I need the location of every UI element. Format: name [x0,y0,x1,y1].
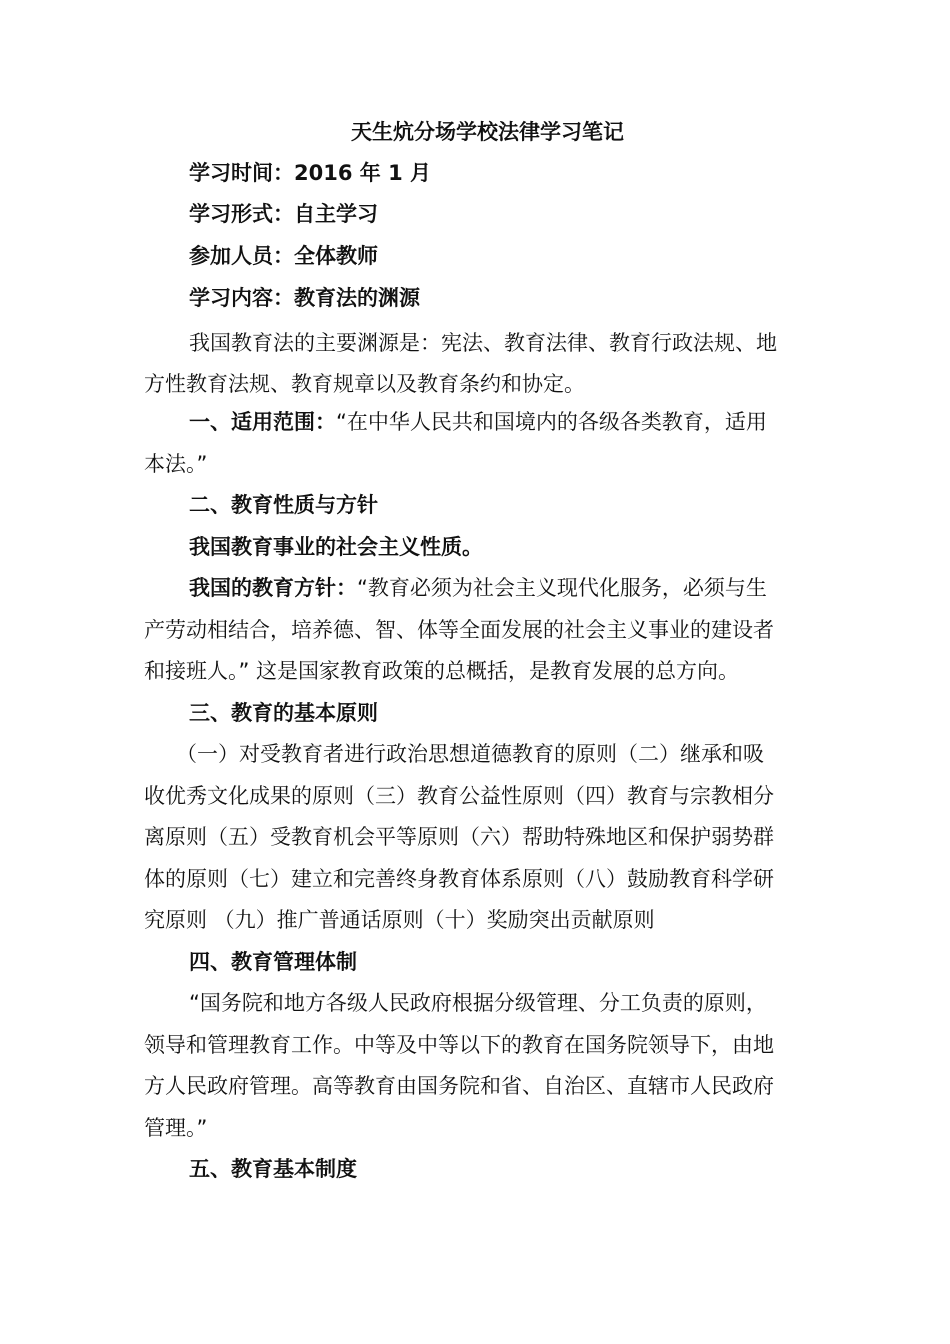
meta-value: 全体教师 [294,244,378,268]
section-3-line-4: 体的原则（七）建立和完善终身教育体系原则（八）鼓励教育科学研 [144,867,774,891]
section-1-text: “在中华人民共和国境内的各级各类教育，适用 [336,410,767,434]
meta-value: 自主学习 [294,202,378,226]
meta-label: 参加人员： [189,244,294,268]
meta-value: 教育法的渊源 [294,286,420,310]
meta-study-time [189,158,431,188]
page-title: 天生炕分场学校法律学习笔记 [351,120,624,144]
meta-value: 2016 年 1 月 [294,161,431,185]
intro-line-1: 我国教育法的主要渊源是：宪法、教育法律、教育行政法规、地 [189,331,777,355]
section-1-line-2: 本法。” [144,452,208,476]
section-3-line-3: 离原则（五）受教育机会平等原则（六）帮助特殊地区和保护弱势群 [144,825,774,849]
meta-label: 学习时间： [189,161,294,185]
policy-text: “教育必须为社会主义现代化服务，必须与生 [357,576,767,600]
section-2-heading: 二、教育性质与方针 [189,493,378,517]
section-3-heading: 三、教育的基本原则 [189,701,378,725]
section-2-policy-line-3: 和接班人。” 这是国家教育政策的总概括，是教育发展的总方向。 [144,659,740,683]
section-5-heading: 五、教育基本制度 [189,1157,357,1181]
meta-study-form [189,199,378,229]
section-3-line-2: 收优秀文化成果的原则（三）教育公益性原则（四）教育与宗教相分 [144,784,774,808]
section-4-line-4: 管理。” [144,1116,208,1140]
section-4-line-1: “国务院和地方各级人民政府根据分级管理、分工负责的原则， [189,991,767,1015]
section-4-line-2: 领导和管理教育工作。中等及中等以下的教育在国务院领导下，由地 [144,1033,774,1057]
meta-label: 学习内容： [189,286,294,310]
section-2-policy-line-2: 产劳动相结合，培养德、智、体等全面发展的社会主义事业的建设者 [144,618,774,642]
section-3-line-1: （一）对受教育者进行政治思想道德教育的原则（二）继承和吸 [176,742,764,766]
intro-line-2: 方性教育法规、教育规章以及教育条约和协定。 [144,372,585,396]
meta-study-content [189,283,420,313]
section-1-heading: 一、适用范围： [189,410,336,434]
section-2-policy-line-1 [189,573,767,603]
meta-label: 学习形式： [189,202,294,226]
meta-participants [189,241,378,271]
section-4-heading: 四、教育管理体制 [189,950,357,974]
section-3-line-5: 究原则 （九）推广普通话原则（十）奖励突出贡献原则 [144,908,655,932]
section-4-line-3: 方人民政府管理。高等教育由国务院和省、自治区、直辖市人民政府 [144,1074,774,1098]
section-1-line-1 [189,407,767,437]
policy-label: 我国的教育方针： [189,576,357,600]
section-2-nature: 我国教育事业的社会主义性质。 [189,535,483,559]
